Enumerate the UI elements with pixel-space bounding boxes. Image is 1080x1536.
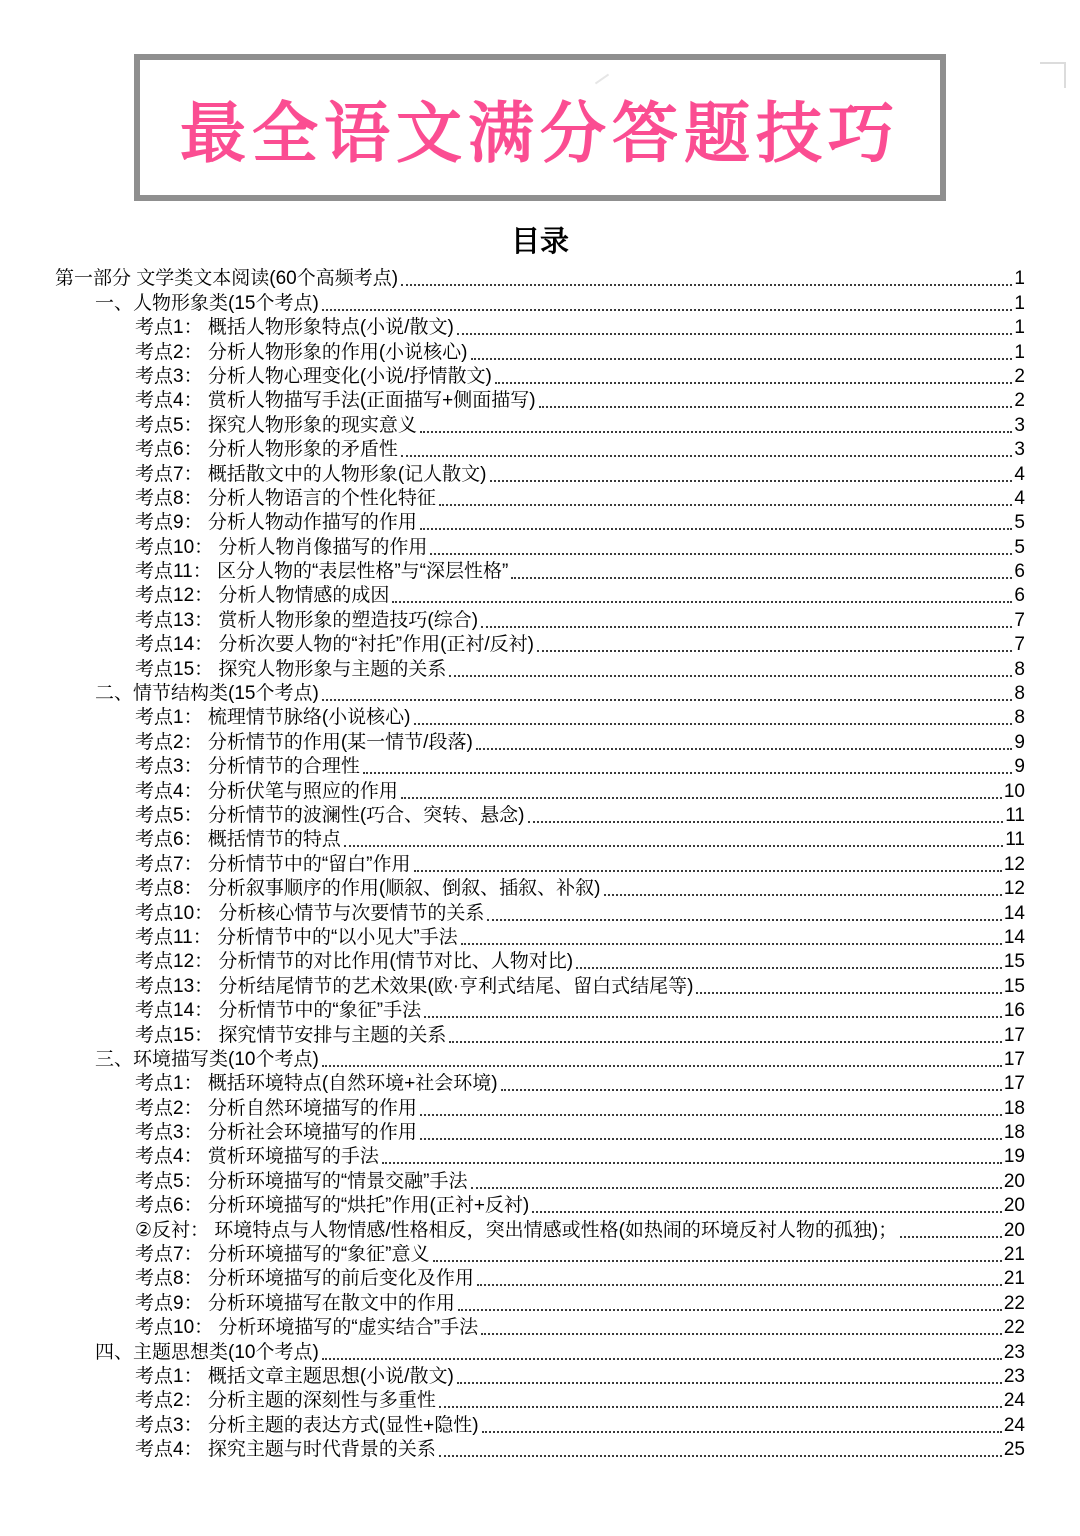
toc-entry-label: 考点4： 赏析环境描写的手法	[135, 1146, 379, 1168]
toc-dot-leader	[476, 748, 1013, 750]
toc-dot-leader	[424, 1016, 1002, 1018]
toc-dot-leader	[457, 333, 1013, 335]
toc-dot-leader	[532, 1211, 1002, 1213]
toc-entry	[55, 973, 1025, 997]
toc-entry	[55, 1364, 1025, 1388]
toc-entry-label: 考点11： 分析情节中的“以小见大”手法	[135, 926, 458, 948]
toc-dot-leader	[501, 1089, 1002, 1091]
toc-entry-label: 考点7： 分析情节中的“留白”作用	[135, 853, 411, 875]
toc-entry-label: 考点1： 概括环境特点(自然环境+社会环境)	[135, 1073, 498, 1095]
toc-dot-leader	[420, 1138, 1002, 1140]
toc-dot-leader	[458, 1309, 1002, 1311]
toc-dot-leader	[439, 1406, 1002, 1408]
toc-entry	[55, 1120, 1025, 1144]
toc-dot-leader	[439, 504, 1013, 506]
toc-entry-label: 考点5： 分析情节的波澜性(巧合、突转、悬念)	[135, 804, 525, 826]
toc-entry-label: 考点11： 区分人物的“表层性格”与“深层性格”	[135, 561, 509, 583]
toc-list	[55, 266, 1025, 1461]
toc-entry	[55, 900, 1025, 924]
toc-entry	[55, 290, 1025, 314]
toc-entry-label: 考点10： 分析环境描写的“虚实结合”手法	[135, 1317, 479, 1339]
toc-entry	[55, 1022, 1025, 1046]
document-title: 最全语文满分答题技巧	[180, 96, 900, 170]
toc-entry	[55, 510, 1025, 534]
toc-entry-page-number: 21	[1003, 1244, 1025, 1266]
toc-dot-leader	[482, 1431, 1002, 1433]
toc-entry	[55, 803, 1025, 827]
toc-entry	[55, 949, 1025, 973]
toc-entry	[55, 461, 1025, 485]
toc-entry-page-number: 12	[1003, 878, 1025, 900]
toc-entry	[55, 656, 1025, 680]
toc-entry-page-number: 16	[1003, 1000, 1025, 1022]
toc-entry-page-number: 23	[1003, 1341, 1025, 1363]
toc-entry	[55, 705, 1025, 729]
toc-entry-page-number: 8	[1014, 683, 1025, 705]
toc-entry-label: 考点9： 分析环境描写在散文中的作用	[135, 1292, 455, 1314]
toc-entry-label: 考点14： 分析次要人物的“衬托”作用(正衬/反衬)	[135, 634, 535, 656]
toc-entry-page-number: 7	[1014, 609, 1025, 631]
toc-entry-page-number: 3	[1014, 439, 1025, 461]
toc-entry-page-number: 10	[1003, 780, 1025, 802]
toc-entry-page-number: 9	[1014, 731, 1025, 753]
toc-entry-page-number: 17	[1003, 1073, 1025, 1095]
toc-entry	[55, 534, 1025, 558]
toc-entry-label: 考点12： 分析人物情感的成因	[135, 585, 390, 607]
toc-entry	[55, 1047, 1025, 1071]
toc-entry-page-number: 9	[1014, 756, 1025, 778]
toc-dot-leader	[528, 821, 1004, 823]
toc-entry-label: 考点7： 分析环境描写的“象征”意义	[135, 1244, 430, 1266]
toc-entry-page-number: 1	[1014, 292, 1025, 314]
toc-entry	[55, 1290, 1025, 1314]
toc-entry-page-number: 20	[1003, 1170, 1025, 1192]
toc-entry-label: 考点6： 概括情节的特点	[135, 829, 341, 851]
toc-entry-label: 考点5： 探究人物形象的现实意义	[135, 414, 417, 436]
toc-dot-leader	[322, 699, 1013, 701]
toc-entry-page-number: 3	[1014, 414, 1025, 436]
toc-entry	[55, 1315, 1025, 1339]
toc-entry	[55, 559, 1025, 583]
toc-dot-leader	[344, 845, 1003, 847]
toc-entry	[55, 778, 1025, 802]
toc-entry	[55, 876, 1025, 900]
toc-entry-label: 三、环境描写类(10个考点)	[95, 1048, 319, 1070]
toc-dot-leader	[457, 1382, 1002, 1384]
toc-dot-leader	[322, 309, 1013, 311]
toc-dot-leader	[420, 431, 1013, 433]
toc-entry-page-number: 5	[1014, 512, 1025, 534]
toc-entry-label: 考点4： 赏析人物描写手法(正面描写+侧面描写)	[135, 390, 536, 412]
toc-entry-page-number: 21	[1003, 1268, 1025, 1290]
toc-entry-label: 考点5： 分析环境描写的“情景交融”手法	[135, 1170, 468, 1192]
toc-entry-page-number: 1	[1014, 341, 1025, 363]
toc-dot-leader	[420, 1114, 1002, 1116]
toc-entry-label: 考点1： 概括文章主题思想(小说/散文)	[135, 1365, 454, 1387]
toc-dot-leader	[449, 1041, 1001, 1043]
toc-entry-page-number: 22	[1003, 1317, 1025, 1339]
toc-entry-label: 一、人物形象类(15个考点)	[95, 292, 319, 314]
toc-entry-page-number: 7	[1014, 634, 1025, 656]
toc-dot-leader	[461, 943, 1002, 945]
toc-entry	[55, 412, 1025, 436]
toc-entry	[55, 1242, 1025, 1266]
toc-entry-page-number: 8	[1014, 707, 1025, 729]
toc-entry-page-number: 18	[1003, 1122, 1025, 1144]
toc-entry-label: 考点12： 分析情节的对比作用(情节对比、人物对比)	[135, 951, 574, 973]
toc-entry	[55, 266, 1025, 290]
toc-entry	[55, 1388, 1025, 1412]
toc-entry-page-number: 8	[1014, 658, 1025, 680]
toc-entry-label: 考点3： 分析情节的合理性	[135, 756, 360, 778]
toc-dot-leader	[439, 1455, 1002, 1457]
toc-entry-label: 考点4： 探究主题与时代背景的关系	[135, 1439, 436, 1461]
toc-dot-leader	[420, 528, 1013, 530]
toc-entry-label: 第一部分 文学类文本阅读(60个高频考点)	[55, 268, 399, 290]
title-box	[134, 54, 946, 201]
toc-entry-page-number: 5	[1014, 536, 1025, 558]
toc-entry-page-number: 12	[1003, 853, 1025, 875]
toc-entry	[55, 1193, 1025, 1217]
toc-dot-leader	[392, 601, 1012, 603]
toc-entry	[55, 1095, 1025, 1119]
toc-entry	[55, 754, 1025, 778]
toc-entry-label: 考点10： 分析核心情节与次要情节的关系	[135, 902, 485, 924]
toc-entry-page-number: 4	[1014, 487, 1025, 509]
toc-entry-page-number: 22	[1003, 1292, 1025, 1314]
toc-entry	[55, 998, 1025, 1022]
toc-dot-leader	[576, 967, 1002, 969]
toc-dot-leader	[490, 480, 1013, 482]
toc-entry-page-number: 17	[1003, 1024, 1025, 1046]
toc-entry	[55, 851, 1025, 875]
toc-entry-page-number: 11	[1005, 829, 1025, 851]
toc-entry	[55, 388, 1025, 412]
toc-dot-leader	[322, 1358, 1002, 1360]
toc-dot-leader	[414, 870, 1002, 872]
toc-dot-leader	[495, 382, 1013, 384]
toc-dot-leader	[430, 553, 1012, 555]
toc-entry	[55, 583, 1025, 607]
toc-entry	[55, 1217, 1025, 1241]
toc-entry	[55, 607, 1025, 631]
toc-entry-page-number: 2	[1014, 365, 1025, 387]
toc-entry-page-number: 15	[1003, 975, 1025, 997]
toc-entry	[55, 729, 1025, 753]
toc-entry	[55, 632, 1025, 656]
toc-dot-leader	[477, 1284, 1002, 1286]
toc-entry-page-number: 24	[1003, 1414, 1025, 1436]
toc-entry-label: 考点3： 分析社会环境描写的作用	[135, 1122, 417, 1144]
toc-entry-label: 考点8： 分析人物语言的个性化特征	[135, 487, 436, 509]
toc-dot-leader	[696, 992, 1001, 994]
toc-dot-leader	[401, 284, 1012, 286]
toc-entry-label: 考点2： 分析主题的深刻性与多重性	[135, 1390, 436, 1412]
toc-entry	[55, 681, 1025, 705]
toc-entry-label: 考点3： 分析主题的表达方式(显性+隐性)	[135, 1414, 479, 1436]
toc-dot-leader	[537, 650, 1012, 652]
toc-entry	[55, 1144, 1025, 1168]
toc-dot-leader	[414, 723, 1013, 725]
toc-entry	[55, 315, 1025, 339]
toc-entry	[55, 339, 1025, 363]
toc-entry-page-number: 23	[1003, 1365, 1025, 1387]
toc-entry-label: 考点7： 概括散文中的人物形象(记人散文)	[135, 463, 487, 485]
toc-entry-page-number: 20	[1003, 1219, 1025, 1241]
toc-dot-leader	[900, 1236, 1002, 1238]
toc-entry-label: 考点6： 分析环境描写的“烘托”作用(正衬+反衬)	[135, 1195, 530, 1217]
toc-entry-page-number: 1	[1014, 268, 1025, 290]
toc-entry-label: 考点13： 赏析人物形象的塑造技巧(综合)	[135, 609, 479, 631]
toc-entry-label: 考点13： 分析结尾情节的艺术效果(欧·亨利式结尾、留白式结尾等)	[135, 975, 694, 997]
toc-entry-page-number: 17	[1003, 1048, 1025, 1070]
toc-entry-page-number: 20	[1003, 1195, 1025, 1217]
toc-dot-leader	[322, 1065, 1002, 1067]
toc-entry-label: 考点15： 探究情节安排与主题的关系	[135, 1024, 447, 1046]
toc-entry-page-number: 18	[1003, 1097, 1025, 1119]
toc-dot-leader	[401, 797, 1002, 799]
toc-entry	[55, 827, 1025, 851]
toc-entry-page-number: 24	[1003, 1390, 1025, 1412]
toc-entry-page-number: 4	[1014, 463, 1025, 485]
toc-dot-leader	[471, 358, 1013, 360]
toc-entry	[55, 1437, 1025, 1461]
toc-entry	[55, 1339, 1025, 1363]
toc-entry	[55, 1412, 1025, 1436]
toc-entry-label: 考点2： 分析自然环境描写的作用	[135, 1097, 417, 1119]
toc-entry-page-number: 2	[1014, 390, 1025, 412]
toc-entry	[55, 1266, 1025, 1290]
toc-dot-leader	[481, 626, 1012, 628]
toc-dot-leader	[401, 455, 1013, 457]
toc-entry	[55, 437, 1025, 461]
toc-entry-label: 考点1： 梳理情节脉络(小说核心)	[135, 707, 411, 729]
toc-dot-leader	[539, 406, 1013, 408]
toc-entry-label: 考点6： 分析人物形象的矛盾性	[135, 439, 398, 461]
toc-entry-label: 考点9： 分析人物动作描写的作用	[135, 512, 417, 534]
toc-entry-page-number: 11	[1005, 804, 1025, 826]
toc-entry-label: 考点14： 分析情节中的“象征”手法	[135, 1000, 422, 1022]
toc-entry-page-number: 14	[1003, 926, 1025, 948]
toc-entry-label: 四、主题思想类(10个考点)	[95, 1341, 319, 1363]
toc-entry	[55, 1071, 1025, 1095]
toc-entry-label: 考点2： 分析情节的作用(某一情节/段落)	[135, 731, 473, 753]
toc-entry	[55, 925, 1025, 949]
toc-entry-page-number: 19	[1003, 1146, 1025, 1168]
toc-entry-page-number: 15	[1003, 951, 1025, 973]
toc-heading: 目录	[510, 226, 569, 258]
toc-entry-label: 考点10： 分析人物肖像描写的作用	[135, 536, 428, 558]
toc-entry	[55, 364, 1025, 388]
toc-entry-page-number: 6	[1014, 561, 1025, 583]
toc-entry-page-number: 14	[1003, 902, 1025, 924]
toc-dot-leader	[471, 1187, 1002, 1189]
toc-dot-leader	[511, 577, 1012, 579]
toc-entry	[55, 1168, 1025, 1192]
toc-entry	[55, 486, 1025, 510]
toc-entry-label: 考点8： 分析叙事顺序的作用(顺叙、倒叙、插叙、补叙)	[135, 878, 601, 900]
toc-entry-label: 考点8： 分析环境描写的前后变化及作用	[135, 1268, 474, 1290]
toc-dot-leader	[487, 919, 1001, 921]
scan-corner-artifact	[1040, 62, 1066, 88]
toc-entry-page-number: 6	[1014, 585, 1025, 607]
toc-dot-leader	[604, 894, 1002, 896]
toc-entry-label: 考点2： 分析人物形象的作用(小说核心)	[135, 341, 468, 363]
toc-dot-leader	[481, 1333, 1002, 1335]
toc-entry-page-number: 1	[1014, 317, 1025, 339]
toc-entry-label: 二、情节结构类(15个考点)	[95, 683, 319, 705]
toc-dot-leader	[363, 772, 1013, 774]
toc-dot-leader	[433, 1260, 1002, 1262]
toc-entry-label: 考点1： 概括人物形象特点(小说/散文)	[135, 317, 454, 339]
toc-entry-label: ②反衬： 环境特点与人物情感/性格相反，突出情感或性格(如热闹的环境反衬人物的孤独)；	[135, 1219, 898, 1241]
toc-entry-label: 考点4： 分析伏笔与照应的作用	[135, 780, 398, 802]
toc-dot-leader	[449, 675, 1012, 677]
toc-dot-leader	[382, 1162, 1002, 1164]
toc-entry-label: 考点3： 分析人物心理变化(小说/抒情散文)	[135, 365, 492, 387]
toc-entry-page-number: 25	[1003, 1439, 1025, 1461]
toc-entry-label: 考点15： 探究人物形象与主题的关系	[135, 658, 447, 680]
